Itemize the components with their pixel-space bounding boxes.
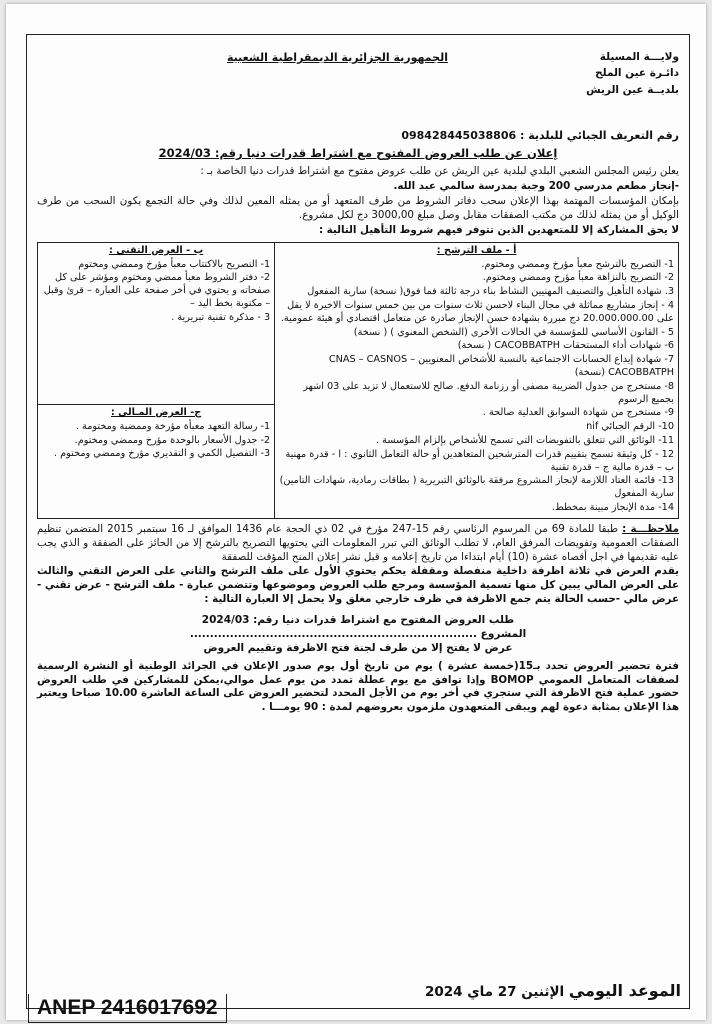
publication-date: الإثنين 27 ماي 2024 — [424, 984, 565, 1001]
withdrawal-paragraph: بإمكان المؤسسات المهتمة بهذا الإعلان سحب دفاتر الشروط من طرف المتعهد أو من يمثله المعين لذلك وفي حالة التجمع يكون السحب من طرف الوكيل أو من يمثله لذلك من مكتب الصفقات مقابل وصل مبلغ 3000,00 دج لكل مشروع. — [37, 195, 679, 222]
financial-item: 3- التفصيل الكمي و التقديري مؤرخ وممضي ومختوم . — [54, 448, 271, 460]
commune-label: بلديــة عين الريش — [586, 83, 679, 96]
anep-reference: ANEP 2416017692 — [28, 994, 227, 1023]
document-header — [37, 43, 679, 129]
candidature-item: 9- مستخرج من شهادة السوابق العدلية صالحة . — [482, 407, 674, 419]
candidature-item: 10- الرقم الجبائي nif — [586, 421, 674, 433]
candidature-column — [275, 242, 679, 518]
candidature-item: 1- التصريح بالترشح معبأ مؤرخ وممضي ومختوم. — [481, 258, 674, 270]
newspaper-clipping — [6, 4, 706, 1020]
intro-paragraph: يعلن رئيس المجلس الشعبي البلدي لبلدية عين الريش عن طلب عروض مفتوح مع اشتراط قدرات دنيا الخاصة بـ : — [200, 165, 679, 178]
technical-item: 2- دفتر الشروط معبأ ممضي ومختوم ومؤشر على كل صفحاته و يحتوي في أخر صفحة على العبارة – قرئ وقبل – مكتوبة بخط اليد – — [43, 272, 271, 309]
envelope-line-2: المشروع ........................................................................ — [189, 628, 527, 641]
notes-label: ملاحظـــة : — [622, 522, 679, 535]
wilaya-label: ولايـــة المسيلة — [599, 51, 679, 63]
closing-paragraph: فترة تحضير العروض تحدد بـ15(خمسة عشرة ) يوم من تاريخ أول يوم صدور الإعلان في الجرائد الوطنية أو النشرة الرسمية لصفقات المتعامل العمومي BOMOP وإذا توافق مع يوم عطلة تمدد من يوم عمل موالي،يمكن للمشاركين في طلب العروض حضور عملية فتح الاظرفة التي ستجري في أخر يوم من الأجل المحدد لتحضير العروض على الساعة العاشرة 10.00 صباحا ويعتبر هذا الإعلان بمثابة دعوة لهم ويبقى المتعهدون ملزمون بعروضهم لمدة : 90 يومـــا . — [37, 659, 680, 714]
financial-heading: ج- العرض المـالي : — [110, 406, 202, 418]
eligibility-line: لا يحق المشاركة إلا للمتعهدين الذين تتوفر فيهم شروط التأهيل التالية : — [318, 223, 679, 236]
republic-title: الجمهورية الجزائرية الديمقراطية الشعبية — [227, 51, 448, 64]
financial-item: 1- رسالة التعهد معبأة مؤرخة وممضية ومختومة . — [75, 420, 271, 432]
newspaper-name: الموعد اليومي — [568, 981, 681, 1001]
project-line: -إنجاز مطعم مدرسي 200 وجبة بمدرسة سالمي عبد الله. — [393, 180, 679, 193]
notes-paragraph-2: يقدم العرض في ثلاثة اظرفة داخلية منفصلة ومقفلة يحكم يحتوي الأول على ملف الترشح والثاني على العرض التقني والثالث على العرض المالي يبين كل منها تسمية المؤسسة ومرجع طلب العروض وموضوعها وتتضمن عبارة - ملف الترشح - عرض تقني - عرض مالي -حسب الحالة يتم جمع الاظرفة في ظرف خارجي مغلق ولا يحمل إلا العبارة التالية : — [37, 565, 679, 606]
requirements-table — [37, 242, 679, 519]
daira-label: دائـرة عين الملح — [595, 67, 679, 80]
candidature-item: 8- مستخرج من جدول الضريبة مصفى أو رزنامة الدفع. صالح للاستعمال لا تزيد على 03 اشهر بجميع الرسوم — [303, 380, 674, 405]
financial-offer-column — [38, 404, 275, 518]
notes-section — [37, 523, 679, 607]
administration-block — [586, 49, 679, 98]
envelope-block — [37, 613, 679, 656]
candidature-heading: أ - ملف الترشح : — [436, 244, 517, 256]
notes-paragraph-1: طبقا للمادة 69 من المرسوم الرئاسي رقم 15-247 مؤرخ في 02 ذي الحجة عام 1436 الموافق لـ 16 سبتمبر 2015 المتضمن تنظيم الصفقات العمومية وتفويضات المرفق العام، لا تطلب الوثائق التي تبرر المعلومات التي يحتويها التصريح بالترشح إلا من الحائز على الصفقة و الذي يجب عليه تقديمها في اجل أقصاه عشرة (10) أيام ابتداءا من تاريخ إعلامه و قبل نشر إعلان المنح المؤقت للصفقة — [37, 522, 679, 563]
candidature-item: 2- التصريح بالنزاهة معبأ مؤرخ وممضي ومختوم. — [482, 272, 674, 284]
candidature-item: 7- شهادة إيداع الحسابات الاجتماعية بالنسبة للأشخاص المعنويين CNAS – CASNOS – CACOBBATPH (نسخة) — [328, 354, 674, 378]
candidature-item: 3. شهادة التأهيل والتصنيف المهنيين النشاط بناء درجة ثالثة فما فوق( نسخة) سارية المفعول — [307, 286, 674, 298]
envelope-line-1: طلب العروض المفتوح مع اشتراط قدرات دنيا رقم: 2024/03 — [201, 614, 515, 627]
candidature-item: 5 - القانون الأساسي للمؤسسة في الحالات الأخرى (الشخص المعنوي ) ( نسخة) — [353, 326, 674, 338]
publication-footer — [425, 980, 681, 1002]
technical-offer-column — [38, 242, 275, 404]
candidature-item: 11- الوثائق التي تتعلق بالتفويضات التي تسمح للأشخاص بإلزام المؤسسة . — [375, 434, 674, 446]
technical-item: 3 - مذكرة تقنية تبريرية . — [171, 311, 271, 323]
announcement-title: إعلان عن طلب العروض المفتوح مع اشتراط قدرات دنيا رقم: 2024/03 — [158, 145, 558, 160]
envelope-line-3: عرض لا يفتح إلا من طرف لجنة فتح الاظرفة وتقييم العروض — [203, 642, 513, 655]
technical-item: 1- التصريح بالاكتتاب معبأ مؤرخ وممضي ومختوم — [78, 258, 271, 270]
financial-item: 2- جدول الأسعار بالوحدة مؤرخ وممضي ومختوم. — [74, 434, 271, 446]
tax-id: رقم التعريف الجبائي للبلدية : 098428445038806 — [401, 129, 679, 142]
candidature-item: 6- شهادات أداء المستحقات CACOBBATPH ( نسخة) — [457, 340, 674, 352]
technical-heading: ب - العرض التقني : — [108, 244, 204, 256]
candidature-item: 4 - إنجاز مشاريع مماثلة في مجال البناء لاحسن ثلاث سنوات من بين خمس سنوات الاخيرة لا يقل على 20.000.000.00 دج مبررة بشهادة حسن الإنجاز صادرة عن متعامل اقتصادي أو هيئة عمومية. — [280, 300, 674, 324]
candidature-item: 14- مدة الإنجاز مبينة بمخطط. — [551, 501, 674, 513]
candidature-item: 12 - كل وثيقة تسمح بتقييم قدرات المترشحين المتعاهدين أو حالة التعامل الثانوي : ا - قدرة مهنية ب – قدرة مالية ج – قدرة تقنية — [285, 448, 674, 473]
candidature-item: 13- قائمة العتاد اللازمة لإنجاز المشروع مرفقة بالوثائق التبريرية ( بطاقات رمادية، شهادات التامين) سارية المفعول — [279, 475, 674, 500]
announcement-document — [26, 34, 690, 1009]
